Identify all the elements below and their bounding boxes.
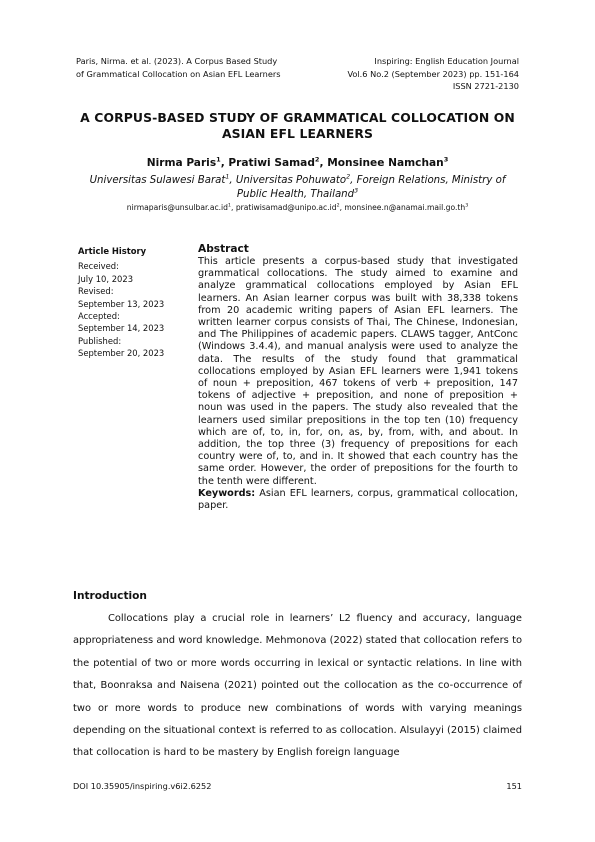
author-name: Nirma Paris [146,157,217,169]
introduction-text: Collocations play a crucial role in learners’ L2 fluency and accuracy, language appropriateness and word knowledge. Mehmonova (2022) stated that collocation refers to the potential of two or more words occurring in lexical or syntactic relations. In line with that, Boonraksa and Naisena (2021) pointed out the collocation as the co-occurrence of two or more words to produce new combinations of words with varying meanings depending on the situational context is referred to as collocation. Alsulayyi (2015) claimed that collocation is hard to be mastery by English foreign language [73,613,522,759]
affiliation: Public Health, Thailand [236,189,355,200]
author-name: Pratiwi Samad [228,157,315,169]
email-superscript: 2 [336,203,340,209]
running-header-journal [279,55,519,93]
article-history-heading: Article History [78,246,147,256]
author-superscript: 1 [216,155,221,164]
history-line: July 10, 2023 [78,273,134,284]
article-history [78,245,193,360]
email-superscript: 1 [228,203,231,209]
history-line: September 14, 2023 [78,323,165,334]
header-issn: ISSN 2721-2130 [452,81,519,91]
abstract-heading: Abstract [198,243,249,255]
email: nirmaparis@unsulbar.ac.id [126,203,228,212]
history-line: Received: [78,261,119,272]
history-line: Accepted: [78,311,120,322]
affiliation: Foreign Relations, Ministry of [356,175,506,186]
history-line: Revised: [78,286,114,297]
history-line: September 20, 2023 [78,348,165,359]
abstract-text: This article presents a corpus-based study that investigated grammatical collocations. The study aimed to examine and analyze grammatical collocations employed by Asian EFL learners. An Asian learner corpus was built with 38,338 tokens from 20 academic writing papers of Asian EFL learners. The written learner corpus consists of Thai, The Chinese, Indonesian, and The Philippines of academic papers. CLAWS tagger, AntConc (Windows 3.4.4), and manual analysis were used to analyze the data. The results of the study found that grammatical collocations employed by Asian EFL learners were 1,941 tokens of noun + preposition, 467 tokens of verb + preposition, 147 tokens of adjective + preposition, and none of preposition + noun was used in the papers. The study also revealed that the learners used similar prepositions in the top ten (10) frequency which are of, to, in, for, on, as, by, from, with, and about. In addition, the top three (3) frequency of prepositions for each country were of, to, and in. It showed that each country has the same order. However, the order of prepositions for the fourth to the tenth were different. [198,256,518,487]
keywords-text: Asian EFL learners, corpus, grammatical collocation, paper. [198,487,518,512]
header-citation-line2: of Grammatical Collocation on Asian EFL Learners [76,68,281,79]
affiliation: Universitas Sulawesi Barat [89,175,226,186]
affiliations: Universitas Sulawesi Barat$^1$, Universitas Pohuwato$^2$, Foreign Relations, Ministry of Public Health, Thailand$^3$ [89,173,506,200]
page-number: 151 [506,781,522,791]
header-volume: Vol.6 No.2 (September 2023) pp. 151-164 [347,68,519,79]
author-superscript: 3 [443,155,449,164]
history-line: Published: [78,335,122,346]
email: pratiwisamad@unipo.ac.id [235,203,337,212]
affiliation-superscript: 1 [225,173,230,181]
email: monsinee.n@anamai.mail.go.th [344,203,466,212]
title-line1: A CORPUS-BASED STUDY OF GRAMMATICAL COLLOCATION ON [80,110,515,125]
introduction-heading: Introduction [73,590,147,602]
keywords-label: Keywords: [198,487,256,499]
author-emails: $nirmaparis@unsulbar.ac.id^1$, $pratiwisamad@unipo.ac.id^2$, $monsinee.n@anamai.mail.go.th^3$ [126,203,469,212]
abstract-section [198,243,518,512]
history-line: September 13, 2023 [78,298,165,309]
footer-doi: DOI 10.35905/inspiring.v6i2.6252 [73,781,212,791]
email-superscript: 3 [465,203,469,209]
title-line2: ASIAN EFL LEARNERS [221,126,374,141]
affiliation-superscript: 3 [354,187,359,195]
affiliation: Universitas Pohuwato [235,175,347,186]
author-superscript: 2 [314,155,320,164]
header-journal-name: Inspiring: English Education Journal [374,56,519,66]
header-citation-line1: Paris, Nirma. et al. (2023). A Corpus Based Study [76,56,278,66]
author-list: Nirma Paris$^1$, Pratiwi Samad$^2$, Monsinee Namchan$^3$ [146,155,449,169]
keywords [198,488,518,512]
author-name: Monsinee Namchan [327,157,444,169]
paper-title [60,110,535,142]
affiliation-superscript: 2 [346,173,351,181]
